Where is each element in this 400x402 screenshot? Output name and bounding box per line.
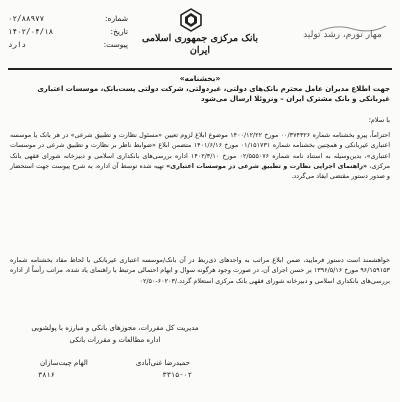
paragraph-1 <box>10 130 390 181</box>
number-row <box>8 12 128 25</box>
signatory-code-right: ۳۳۱۵-۰۲ <box>162 371 192 379</box>
number-label: شماره: <box>105 14 128 23</box>
signature-block <box>30 322 200 346</box>
signatory-name-right: حمیدرضا غنی‌آبادی <box>135 359 190 367</box>
attachment-label: پیوست: <box>103 40 128 49</box>
slogan: مهار تورم، رشد تولید <box>303 30 382 40</box>
letter-meta <box>8 12 128 51</box>
signatory-codes <box>38 371 192 379</box>
guideline-title: «راهنمای اجرایی نظارت و تطبیق شرعی در موسسات اعتباری» <box>166 161 368 170</box>
paragraph-1-text-b: تهیه شده توسط آن اداره، به شرح پیوست جهت استحضار و صدور دستور مقتضی ایفاد می‌گردد. <box>10 161 390 181</box>
signatory-names <box>40 359 190 367</box>
attachment-value: دارد <box>8 40 27 49</box>
attachment-row <box>8 38 128 51</box>
date-row <box>8 25 128 38</box>
salutation: با سلام؛ <box>368 116 390 124</box>
date-value: ۱۴۰۲/۰۴/۱۸ <box>8 27 54 36</box>
paragraph-2: خواهشمند است دستور فرمایید، ضمن ابلاغ مراتب به واحدهای ذی‌ربط در آن بانک/موسسه اعتباری غیربانکی با لحاظ مفاد بخشنامه شماره ۹۶/۱۵۹۱۵۳ مورخ ۱۳۹۶/۵/۱۶ بر حسن اجرای آن، در صورت وجود هرگونه سوال و ابهام احتمالی مرتبط با راهنمای یاد شده، مراتب رأساً از اداره بررسی‌های بانکداری اسلامی و دبیرخانه شورای فقهی بانک مرکزی استعلام گردد./۶۰۲۰۳-۰۲/۵۰ <box>10 256 390 285</box>
paragraph-1-text-a: احتراماً، پیرو بخشنامه شماره ۰۰/۳۷۴۳۲۶ مورخ ۱۴۰۰/۱۲/۲۲ موضوع ابلاغ لزوم تعیین «مسئول نظارت و تطبیق شرعی» در هر بانک یا موسسه اعتباری غیربانکی و همچنین بخشنامه شماره ۰۱/۱۵۱۷۳۱ مورخ ۱۴۰۱/۶/۱۶ متضمن ابلاغ «ضوابط ناظر بر نظارت و تطبیق شرعی در موسسات اعتباری»، بدین‌وسیله به استناد نامه شماره ۰۲/۵۵۵۰۷۶ مورخ ۱۴۰۲/۳/۱۰ اداره بررسی‌های بانکداری اسلامی و دبیرخانه شورای فقهی بانک مرکزی، <box>10 131 391 170</box>
header-divider <box>8 68 392 70</box>
circular-title: «بخشنامه» <box>179 74 221 83</box>
signatory-department: اداره مطالعات و مقررات بانکی <box>69 336 161 344</box>
bank-emblem-icon <box>180 8 202 32</box>
signatory-code-left: ۳۸۱۶ <box>38 371 55 379</box>
signatory-office: مدیریت کل مقررات، مجوزهای بانکی و مبارزه با پولشویی <box>31 324 199 332</box>
date-label: تاریخ: <box>110 27 128 36</box>
signatory-name-left: الهام چیت‌سازان <box>40 359 88 367</box>
bank-name: بانک مرکزی جمهوری اسلامی ایران <box>141 33 259 56</box>
recipients: جهت اطلاع مدیران عامل محترم بانک‌های دولتی، غیردولتی، شرکت دولتی پست‌بانک، موسسات اعتباری غیربانکی و بانک مشترک ایران – ونزوئلا ارسال می‌شود <box>37 85 390 103</box>
number-value: ۰۲/۸۸۹۷۷ <box>8 14 45 23</box>
